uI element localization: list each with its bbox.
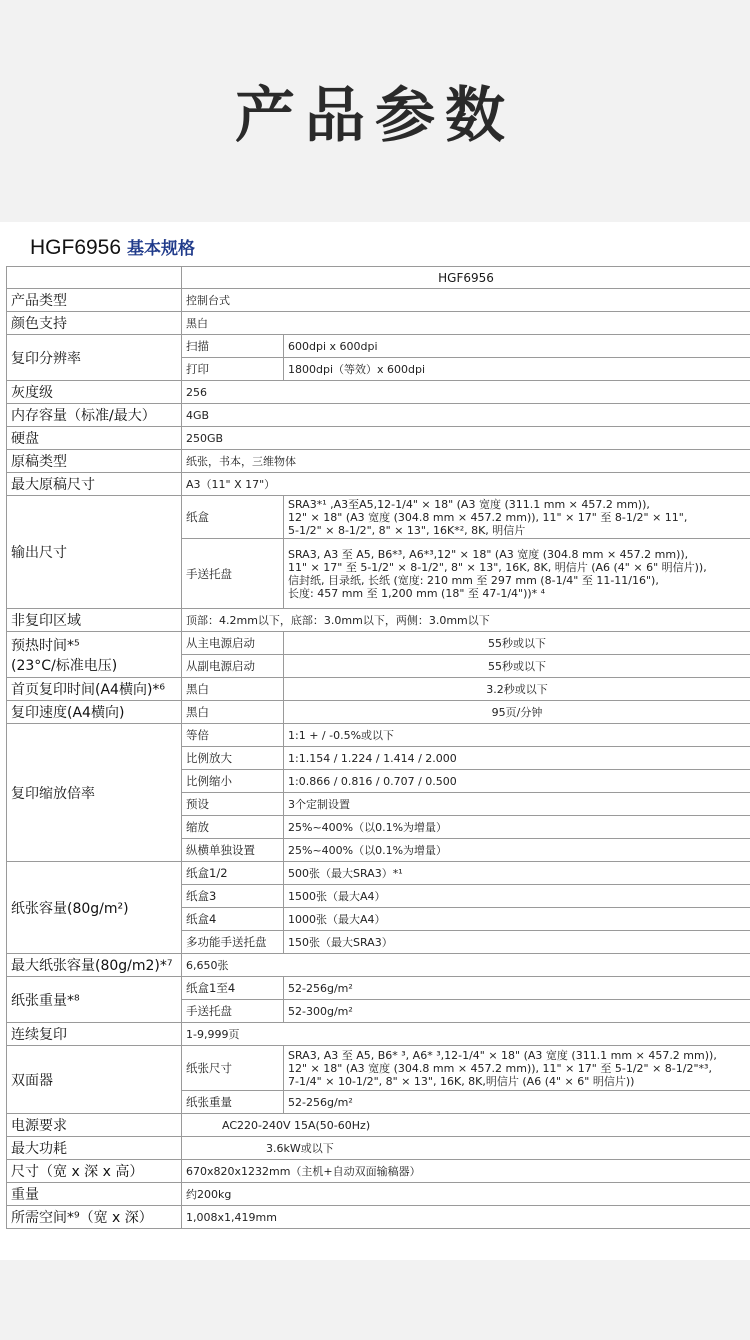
value-line: 5-1/2" × 8-1/2", 8" × 13", 16K*², 8K, 明信片	[288, 523, 526, 537]
row-sublabel: 打印	[182, 358, 284, 381]
row-sublabel: 纸盒1/2	[182, 862, 284, 885]
banner	[0, 0, 750, 222]
row-label: 复印速度(A4横向)	[7, 701, 182, 724]
row-value: 顶部：4.2mm以下，底部：3.0mm以下，两侧：3.0mm以下	[182, 609, 750, 632]
row-label: 纸张容量(80g/m²)	[7, 862, 182, 954]
row-sublabel: 预设	[182, 793, 284, 816]
row-sublabel: 比例缩小	[182, 770, 284, 793]
row-label: 纸张重量*⁸	[7, 977, 182, 1023]
row-sublabel: 纸盒3	[182, 885, 284, 908]
row-value: 1:1 + / -0.5%或以下	[284, 724, 750, 747]
row-value: 256	[182, 381, 750, 404]
spec-title: 基本规格	[127, 239, 196, 259]
table-row	[7, 609, 750, 632]
value-line: 12" × 18" (A3 宽度 (304.8 mm × 457.2 mm)), 11" × 17" 至 8-1/2" × 11",	[288, 510, 688, 524]
row-value: 25%~400%（以0.1%为增量）	[284, 816, 750, 839]
table-row	[7, 404, 750, 427]
row-label: 产品类型	[7, 289, 182, 312]
row-label: 电源要求	[7, 1114, 182, 1137]
value-line: SRA3, A3 至 A5, B6* ³, A6* ³,12-1/4" × 18" (A3 宽度 (311.1 mm × 457.2 mm)),	[288, 1048, 717, 1062]
table-row	[7, 977, 750, 1000]
row-value: 52-256g/m²	[284, 977, 750, 1000]
page-title: 产品参数	[235, 81, 515, 151]
row-sublabel: 黑白	[182, 678, 284, 701]
table-row	[7, 427, 750, 450]
sheet-title	[30, 234, 195, 264]
row-sublabel: 纸盒1至4	[182, 977, 284, 1000]
row-label: 内存容量（标准/最大）	[7, 404, 182, 427]
row-value: 55秒或以下	[284, 632, 750, 655]
row-sublabel: 扫描	[182, 335, 284, 358]
row-label: 输出尺寸	[7, 496, 182, 609]
row-value: 52-300g/m²	[284, 1000, 750, 1023]
row-value: 6,650张	[182, 954, 750, 977]
row-sublabel: 等倍	[182, 724, 284, 747]
row-sublabel: 纸盒	[182, 496, 284, 539]
row-sublabel: 黑白	[182, 701, 284, 724]
row-label: 最大原稿尺寸	[7, 473, 182, 496]
value-line: SRA3*¹ ,A3至A5,12-1/4" × 18" (A3 宽度 (311.1 mm × 457.2 mm)),	[288, 497, 650, 511]
row-value	[284, 496, 750, 539]
row-sublabel: 纵横单独设置	[182, 839, 284, 862]
row-value: 250GB	[182, 427, 750, 450]
row-label: 所需空间*⁹（宽 x 深）	[7, 1206, 182, 1229]
row-value: 25%~400%（以0.1%为增量）	[284, 839, 750, 862]
table-row	[7, 496, 750, 539]
row-value: 1500张（最大A4）	[284, 885, 750, 908]
value-line: SRA3, A3 至 A5, B6*³, A6*³,12" × 18" (A3 宽度 (304.8 mm × 457.2 mm)),	[288, 547, 689, 561]
row-label: 颜色支持	[7, 312, 182, 335]
row-sublabel: 比例放大	[182, 747, 284, 770]
table-row	[7, 678, 750, 701]
table-row	[7, 724, 750, 747]
row-value	[284, 539, 750, 609]
value-line: 长度: 457 mm 至 1,200 mm (18" 至 47-1/4"))* ⁴	[288, 586, 546, 600]
table-row	[7, 1023, 750, 1046]
row-value: 1:1.154 / 1.224 / 1.414 / 2.000	[284, 747, 750, 770]
table-row	[7, 1183, 750, 1206]
row-value: 600dpi x 600dpi	[284, 335, 750, 358]
table-row	[7, 381, 750, 404]
label-line: 预热时间*⁵	[11, 637, 80, 654]
table-row	[7, 312, 750, 335]
row-value: 黑白	[182, 312, 750, 335]
row-sublabel: 从副电源启动	[182, 655, 284, 678]
row-sublabel: 纸张尺寸	[182, 1046, 284, 1091]
row-label: 最大功耗	[7, 1137, 182, 1160]
row-label: 尺寸（宽 x 深 x 高）	[7, 1160, 182, 1183]
value-line: 7-1/4" × 10-1/2", 8" × 13", 16K, 8K,明信片 (A6 (4" × 6" 明信片))	[288, 1074, 635, 1088]
row-label: 连续复印	[7, 1023, 182, 1046]
table-row	[7, 289, 750, 312]
spec-table	[6, 266, 750, 1229]
row-value: 1800dpi（等效）x 600dpi	[284, 358, 750, 381]
row-sublabel: 手送托盘	[182, 539, 284, 609]
row-value: 3个定制设置	[284, 793, 750, 816]
row-sublabel: 手送托盘	[182, 1000, 284, 1023]
row-sublabel: 多功能手送托盘	[182, 931, 284, 954]
row-value: 1,008x1,419mm	[182, 1206, 750, 1229]
row-value	[284, 1046, 750, 1091]
row-label: 非复印区域	[7, 609, 182, 632]
value-line: 12" × 18" (A3 宽度 (304.8 mm × 457.2 mm)), 11" × 17" 至 5-1/2" × 8-1/2"*³,	[288, 1061, 712, 1075]
table-row	[7, 450, 750, 473]
table-row	[7, 632, 750, 655]
row-label: 硬盘	[7, 427, 182, 450]
row-label	[7, 632, 182, 678]
row-sublabel: 缩放	[182, 816, 284, 839]
row-value: 1:0.866 / 0.816 / 0.707 / 0.500	[284, 770, 750, 793]
model-name: HGF6956	[30, 236, 122, 259]
row-value: 1000张（最大A4）	[284, 908, 750, 931]
row-label: 首页复印时间(A4横向)*⁶	[7, 678, 182, 701]
row-value: 670x820x1232mm（主机+自动双面输稿器）	[182, 1160, 750, 1183]
row-value: 约200kg	[182, 1183, 750, 1206]
row-value: AC220-240V 15A(50-60Hz)	[182, 1114, 750, 1137]
row-label: 原稿类型	[7, 450, 182, 473]
row-value: 3.6kW或以下	[182, 1137, 750, 1160]
row-value: 95页/分钟	[284, 701, 750, 724]
table-row	[7, 1206, 750, 1229]
value-line: 信封纸, 目录纸, 长纸 (宽度: 210 mm 至 297 mm (8-1/4" 至 11-11/16"),	[288, 573, 659, 587]
table-row	[7, 1160, 750, 1183]
row-value: 4GB	[182, 404, 750, 427]
table-row	[7, 701, 750, 724]
table-row	[7, 335, 750, 358]
table-row	[7, 1137, 750, 1160]
row-value: 150张（最大SRA3）	[284, 931, 750, 954]
row-label: 最大纸张容量(80g/m2)*⁷	[7, 954, 182, 977]
table-header-model: HGF6956	[182, 267, 750, 289]
row-sublabel: 纸张重量	[182, 1091, 284, 1114]
label-line: (23°C/标准电压)	[11, 657, 118, 674]
table-row	[7, 1046, 750, 1091]
row-label: 重量	[7, 1183, 182, 1206]
row-label: 灰度级	[7, 381, 182, 404]
row-value: 3.2秒或以下	[284, 678, 750, 701]
spec-sheet	[0, 222, 750, 1260]
row-value: A3（11" X 17"）	[182, 473, 750, 496]
table-row	[7, 954, 750, 977]
table-header-row	[7, 267, 750, 289]
row-value: 55秒或以下	[284, 655, 750, 678]
table-row	[7, 862, 750, 885]
row-value: 控制台式	[182, 289, 750, 312]
row-label: 复印缩放倍率	[7, 724, 182, 862]
table-row	[7, 473, 750, 496]
row-value: 500张（最大SRA3）*¹	[284, 862, 750, 885]
row-sublabel: 纸盒4	[182, 908, 284, 931]
row-label: 双面器	[7, 1046, 182, 1114]
row-value: 纸张，书本，三维物体	[182, 450, 750, 473]
row-value: 52-256g/m²	[284, 1091, 750, 1114]
row-value: 1-9,999页	[182, 1023, 750, 1046]
table-row	[7, 1114, 750, 1137]
row-label: 复印分辨率	[7, 335, 182, 381]
value-line: 11" × 17" 至 5-1/2" × 8-1/2", 8" × 13", 16K, 8K, 明信片 (A6 (4" × 6" 明信片)),	[288, 560, 707, 574]
row-sublabel: 从主电源启动	[182, 632, 284, 655]
